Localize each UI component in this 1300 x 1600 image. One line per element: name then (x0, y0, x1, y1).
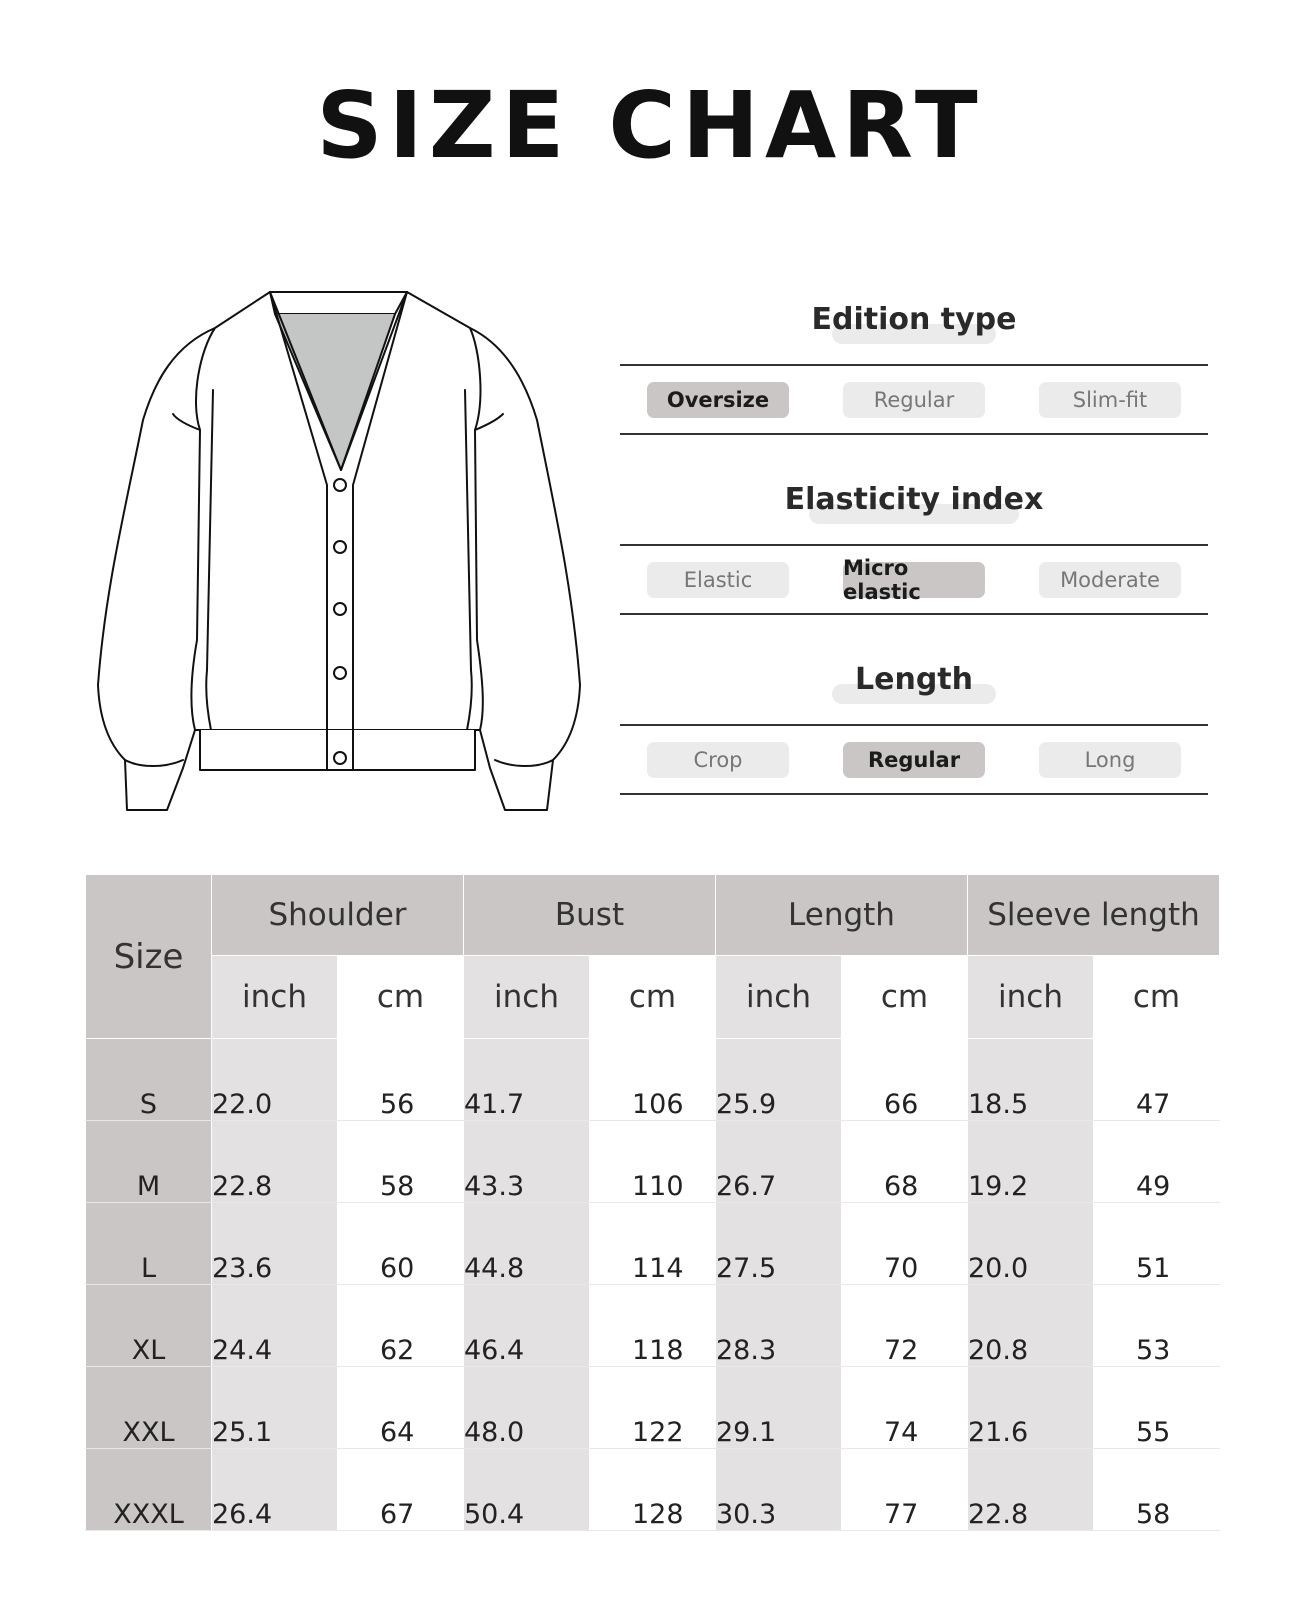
bust-header: Bust (464, 875, 716, 956)
measurement-cell: 22.0 (212, 1039, 338, 1121)
measurement-cell: 43.3 (464, 1121, 590, 1203)
measurement-cell: 46.4 (464, 1285, 590, 1367)
unit-header: cm (338, 956, 464, 1039)
option-oversize: Oversize (647, 382, 789, 418)
unit-header: inch (212, 956, 338, 1039)
unit-header: cm (842, 956, 968, 1039)
measurement-cell: 67 (338, 1449, 464, 1531)
measurement-cell: 22.8 (968, 1449, 1094, 1531)
measurement-cell: 18.5 (968, 1039, 1094, 1121)
measurement-cell: 55 (1094, 1367, 1220, 1449)
measurement-cell: 62 (338, 1285, 464, 1367)
elasticity-heading: Elasticity index (784, 481, 1044, 517)
unit-header: inch (968, 956, 1094, 1039)
table-row (86, 1367, 1220, 1449)
table-row (86, 1449, 1220, 1531)
elasticity-group (620, 460, 1208, 640)
option-moderate: Moderate (1039, 562, 1181, 598)
measurement-cell: 26.4 (212, 1449, 338, 1531)
measurement-cell: 28.3 (716, 1285, 842, 1367)
option-elastic: Elastic (647, 562, 789, 598)
unit-header: inch (716, 956, 842, 1039)
measurement-cell: 68 (842, 1121, 968, 1203)
measurement-cell: 74 (842, 1367, 968, 1449)
option-long: Long (1039, 742, 1181, 778)
measurement-cell: 56 (338, 1039, 464, 1121)
measurement-cell: 77 (842, 1449, 968, 1531)
measurement-cell: 122 (590, 1367, 716, 1449)
size-cell: M (86, 1121, 212, 1203)
table-row (86, 1121, 1220, 1203)
measurement-cell: 47 (1094, 1039, 1220, 1121)
option-crop: Crop (647, 742, 789, 778)
attribute-panel (620, 280, 1208, 820)
size-cell: XL (86, 1285, 212, 1367)
measurement-cell: 21.6 (968, 1367, 1094, 1449)
measurement-cell: 44.8 (464, 1203, 590, 1285)
measurement-cell: 27.5 (716, 1203, 842, 1285)
measurement-cell: 23.6 (212, 1203, 338, 1285)
measurement-cell: 20.8 (968, 1285, 1094, 1367)
table-row (86, 1285, 1220, 1367)
shoulder-header: Shoulder (212, 875, 464, 956)
measurement-cell: 72 (842, 1285, 968, 1367)
option-length-regular: Regular (843, 742, 985, 778)
measurement-cell: 41.7 (464, 1039, 590, 1121)
table-row (86, 1203, 1220, 1285)
measurement-cell: 53 (1094, 1285, 1220, 1367)
measurement-cell: 25.9 (716, 1039, 842, 1121)
option-micro-elastic: Micro elastic (843, 562, 985, 598)
measurement-cell: 48.0 (464, 1367, 590, 1449)
size-table (85, 874, 1220, 1531)
measurement-cell: 66 (842, 1039, 968, 1121)
measurement-cell: 106 (590, 1039, 716, 1121)
measurement-cell: 58 (338, 1121, 464, 1203)
measurement-cell: 50.4 (464, 1449, 590, 1531)
measurement-cell: 128 (590, 1449, 716, 1531)
measurement-cell: 60 (338, 1203, 464, 1285)
measurement-cell: 118 (590, 1285, 716, 1367)
measurement-cell: 64 (338, 1367, 464, 1449)
measurement-cell: 20.0 (968, 1203, 1094, 1285)
page-title: SIZE CHART (316, 72, 984, 179)
unit-header: cm (1094, 956, 1220, 1039)
table-row (86, 1039, 1220, 1121)
measurement-cell: 19.2 (968, 1121, 1094, 1203)
measurement-cell: 49 (1094, 1121, 1220, 1203)
size-cell: XXL (86, 1367, 212, 1449)
size-header: Size (86, 875, 212, 1039)
option-slim-fit: Slim-fit (1039, 382, 1181, 418)
edition-type-heading: Edition type (811, 301, 1017, 337)
edition-type-group (620, 280, 1208, 460)
measurement-cell: 26.7 (716, 1121, 842, 1203)
measurement-cell: 22.8 (212, 1121, 338, 1203)
measurement-cell: 70 (842, 1203, 968, 1285)
measurement-cell: 30.3 (716, 1449, 842, 1531)
measurement-cell: 51 (1094, 1203, 1220, 1285)
size-cell: L (86, 1203, 212, 1285)
option-regular: Regular (843, 382, 985, 418)
cardigan-illustration (95, 290, 585, 830)
size-cell: S (86, 1039, 212, 1121)
length-header: Length (716, 875, 968, 956)
measurement-cell: 24.4 (212, 1285, 338, 1367)
unit-header: inch (464, 956, 590, 1039)
measurement-cell: 114 (590, 1203, 716, 1285)
length-group (620, 640, 1208, 820)
measurement-cell: 25.1 (212, 1367, 338, 1449)
sleeve-length-header: Sleeve length (968, 875, 1220, 956)
measurement-cell: 29.1 (716, 1367, 842, 1449)
measurement-cell: 110 (590, 1121, 716, 1203)
length-heading: Length (855, 661, 973, 697)
size-cell: XXXL (86, 1449, 212, 1531)
unit-header: cm (590, 956, 716, 1039)
measurement-cell: 58 (1094, 1449, 1220, 1531)
